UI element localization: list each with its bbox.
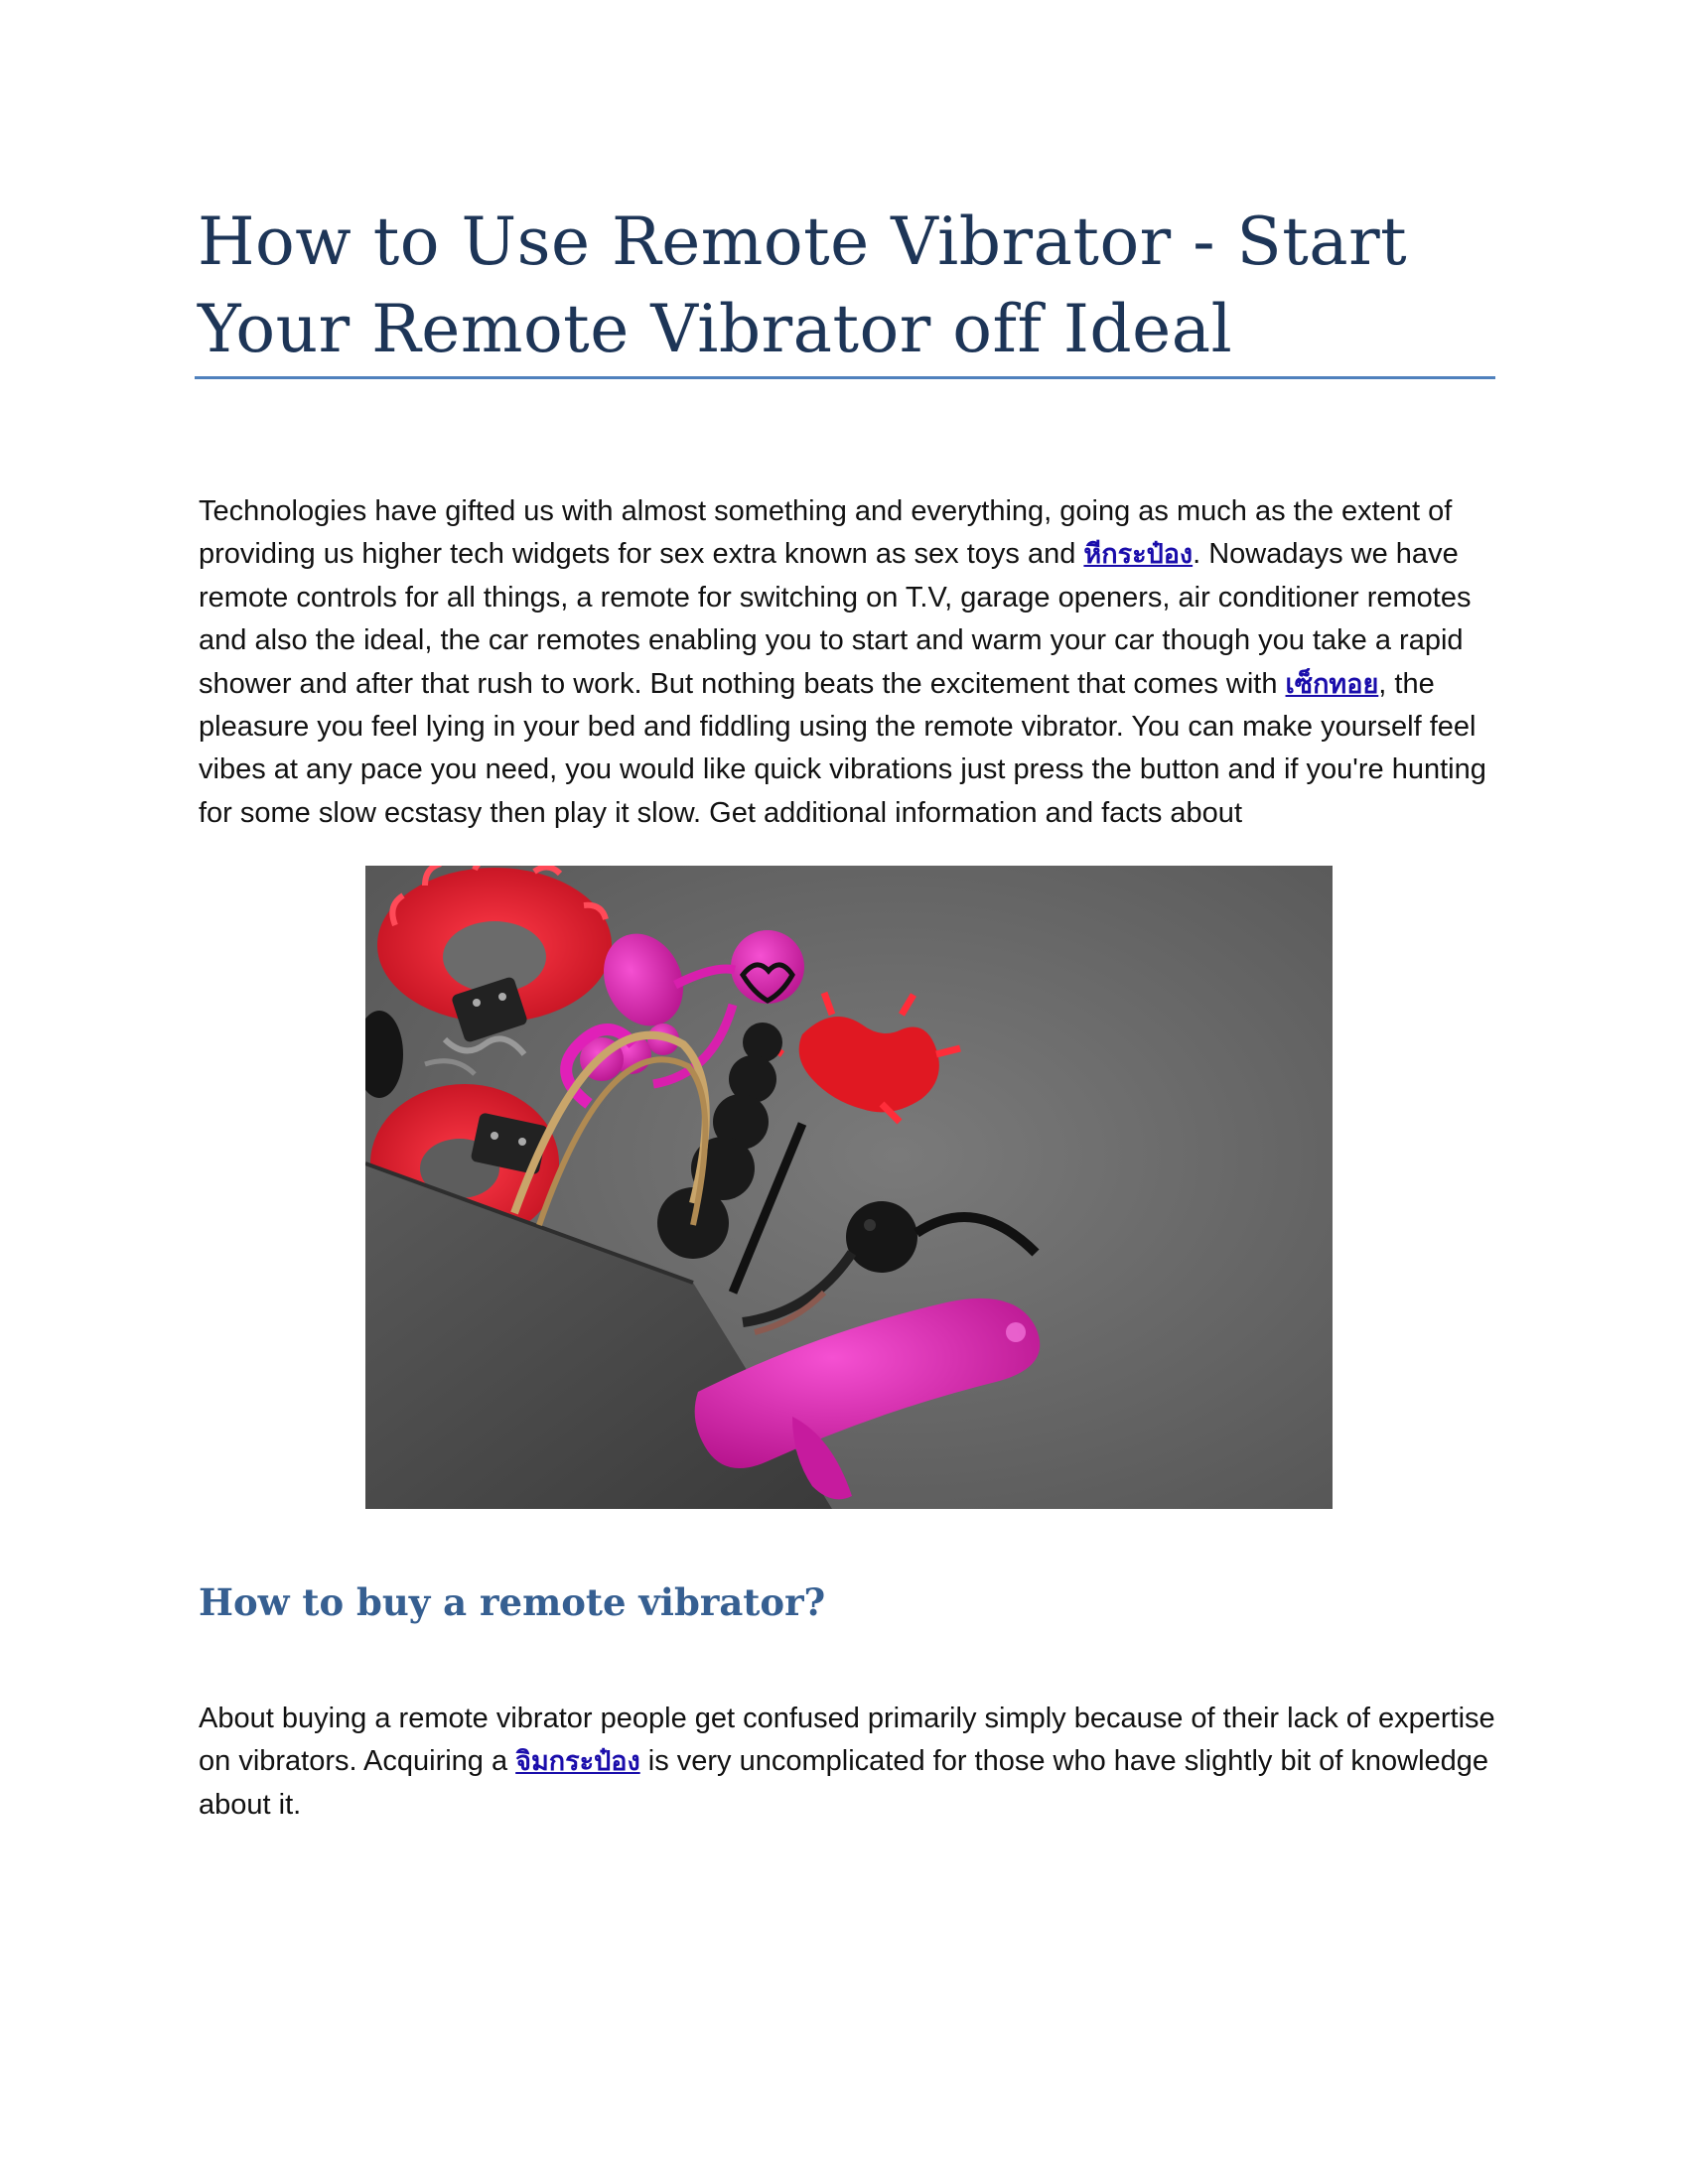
link-hee-krapong[interactable]: หีกระป๋อง: [1083, 539, 1194, 571]
intro-paragraph: [199, 490, 1499, 835]
intro-text-1: Technologies have gifted us with almost something and everything, going as much as the extent of providing us higher tech widgets for sex extra known as sex toys and: [199, 495, 1453, 571]
link-jim-krapong[interactable]: จิมกระป๋อง: [515, 1746, 640, 1778]
photo-illustration: [365, 866, 1333, 1509]
buy-text-1: About buying a remote vibrator people get confused primarily simply because of their lack of expertise on vibrators. Acquiring a: [199, 1703, 1495, 1778]
intro-text-3: , the pleasure you feel lying in your bed and fiddling using the remote vibrator. You can make yourself feel vibes at any pace you need, you would like quick vibrations just press the button and if you're hunting for some slow ecstasy then play it slow. Get additional information and facts about: [199, 667, 1486, 829]
adult-toys-photo: [365, 866, 1333, 1509]
link-sex-toy[interactable]: เซ็กทอย: [1285, 668, 1379, 700]
section-heading: How to buy a remote vibrator?: [199, 1580, 826, 1624]
intro-text-2: . Nowadays we have remote controls for all things, a remote for switching on T.V, garage openers, air conditioner remotes and also the ideal, the car remotes enabling you to start and warm your car though you take a rapid shower and after that rush to work. But nothing beats the excitement that comes with: [199, 538, 1472, 700]
buy-paragraph: [199, 1698, 1499, 1827]
page-title: How to Use Remote Vibrator - Start Your Remote Vibrator off Ideal: [198, 204, 1408, 367]
title-divider: [195, 376, 1495, 379]
buy-text-2: is very uncomplicated for those who have slightly bit of knowledge about it.: [199, 1745, 1489, 1821]
